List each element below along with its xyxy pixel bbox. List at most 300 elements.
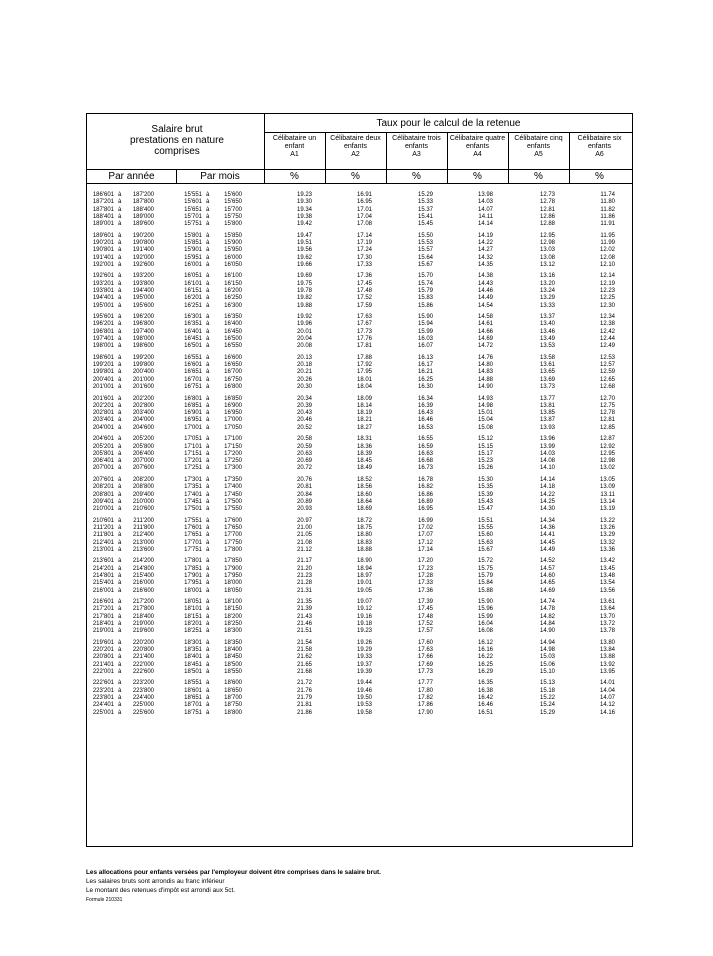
rate-a5: 13.08 bbox=[539, 254, 555, 261]
monthly-from: 15'701 bbox=[184, 213, 202, 220]
monthly-to: 18'800 bbox=[224, 709, 242, 716]
annual-to: 213'000 bbox=[132, 539, 154, 546]
rate-a5: 15.18 bbox=[539, 687, 555, 694]
separator: à bbox=[206, 647, 210, 653]
monthly-from: 15'651 bbox=[184, 206, 202, 213]
rate-a2: 17.73 bbox=[356, 328, 372, 335]
rate-a4: 15.51 bbox=[477, 517, 493, 524]
rate-a3: 16.63 bbox=[417, 450, 433, 457]
rate-a5: 12.81 bbox=[539, 206, 555, 213]
rate-a3: 15.45 bbox=[417, 221, 433, 228]
monthly-to: 16'100 bbox=[224, 273, 242, 280]
separator: à bbox=[118, 647, 122, 653]
separator: à bbox=[118, 410, 122, 417]
annual-to: 199'800 bbox=[132, 362, 154, 369]
separator: à bbox=[118, 232, 122, 239]
rate-a3: 15.33 bbox=[417, 199, 433, 206]
annual-from: 198'001 bbox=[92, 343, 114, 350]
separator: à bbox=[206, 302, 210, 309]
column-header-a1 bbox=[264, 135, 325, 159]
rate-a2: 18.69 bbox=[356, 506, 372, 513]
annual-to: 216'600 bbox=[132, 587, 154, 594]
rate-a6: 14.07 bbox=[599, 695, 615, 701]
annual-from: 192'001 bbox=[92, 261, 114, 268]
rate-a5: 15.24 bbox=[539, 702, 555, 709]
rate-a4: 14.07 bbox=[477, 206, 493, 213]
rate-a1: 20.58 bbox=[296, 436, 312, 443]
rate-a4: 14.61 bbox=[477, 321, 493, 328]
rate-a2: 18.64 bbox=[356, 498, 372, 505]
separator: à bbox=[118, 498, 122, 505]
rate-a4: 14.93 bbox=[477, 395, 493, 402]
separator: à bbox=[206, 506, 210, 513]
annual-to: 203'400 bbox=[132, 410, 154, 417]
rate-a5: 13.53 bbox=[539, 343, 555, 350]
annual-from: 206'401 bbox=[92, 458, 114, 465]
rate-a2: 19.58 bbox=[356, 709, 372, 716]
rate-a6: 13.05 bbox=[599, 476, 615, 483]
rate-a3: 15.57 bbox=[417, 247, 433, 254]
rate-a1: 19.38 bbox=[296, 213, 312, 220]
rate-a6: 12.78 bbox=[599, 410, 615, 417]
rate-a3: 17.60 bbox=[417, 639, 433, 646]
separator: à bbox=[206, 213, 210, 220]
rate-a3: 17.20 bbox=[417, 558, 433, 565]
rate-a4: 15.01 bbox=[477, 410, 493, 417]
separator: à bbox=[206, 261, 210, 268]
annual-to: 211'200 bbox=[133, 517, 154, 524]
monthly-to: 18'300 bbox=[224, 628, 242, 635]
rate-a3: 16.82 bbox=[417, 484, 433, 491]
annual-to: 217'200 bbox=[132, 599, 154, 605]
annual-from: 224'401 bbox=[92, 702, 114, 709]
monthly-to: 15'600 bbox=[224, 192, 242, 198]
monthly-to: 18'600 bbox=[224, 680, 242, 687]
annual-to: 207'600 bbox=[132, 465, 154, 472]
rate-a6: 13.64 bbox=[599, 606, 615, 613]
annual-from: 191'401 bbox=[92, 254, 114, 261]
rate-a5: 13.73 bbox=[539, 384, 555, 390]
monthly-from: 18'401 bbox=[184, 654, 202, 661]
monthly-to: 16'500 bbox=[224, 336, 242, 342]
rate-a1: 21.35 bbox=[296, 599, 312, 605]
separator: à bbox=[206, 539, 210, 546]
rate-a5: 13.29 bbox=[539, 295, 555, 302]
rate-a2: 18.36 bbox=[356, 443, 372, 450]
rate-a2: 18.90 bbox=[356, 558, 372, 565]
annual-to: 210'000 bbox=[132, 498, 154, 505]
separator: à bbox=[118, 369, 122, 376]
rate-a6: 13.09 bbox=[599, 484, 615, 491]
rate-a6: 12.02 bbox=[599, 247, 615, 254]
separator: à bbox=[118, 546, 122, 553]
annual-to: 215'400 bbox=[132, 572, 154, 579]
rate-a1: 20.30 bbox=[296, 384, 312, 390]
rate-a3: 16.07 bbox=[417, 343, 433, 350]
monthly-to: 18'250 bbox=[224, 620, 242, 627]
monthly-to: 17'750 bbox=[224, 539, 242, 546]
separator: à bbox=[206, 599, 210, 605]
rate-a6: 12.57 bbox=[599, 362, 615, 369]
monthly-to: 17'350 bbox=[224, 476, 242, 483]
rate-a3: 15.50 bbox=[417, 232, 433, 239]
separator: à bbox=[118, 613, 122, 620]
rate-a1: 20.13 bbox=[296, 354, 312, 361]
rate-a5: 14.18 bbox=[539, 484, 555, 491]
rate-a2: 17.76 bbox=[356, 336, 372, 342]
separator: à bbox=[118, 206, 122, 213]
separator: à bbox=[206, 465, 210, 472]
annual-from: 194'401 bbox=[92, 295, 114, 302]
rate-a4: 16.08 bbox=[477, 628, 493, 635]
annual-to: 217'800 bbox=[132, 606, 154, 613]
rate-a2: 19.05 bbox=[356, 587, 372, 594]
rate-a2: 17.24 bbox=[356, 247, 372, 254]
rate-a5: 12.86 bbox=[539, 213, 555, 220]
annual-from: 205'801 bbox=[92, 450, 114, 457]
annual-to: 220'200 bbox=[132, 639, 154, 646]
monthly-from: 16'951 bbox=[184, 417, 202, 424]
separator: à bbox=[206, 498, 210, 505]
separator: à bbox=[118, 702, 122, 709]
separator: à bbox=[118, 192, 122, 198]
column-label: Célibataire trois enfants bbox=[392, 135, 441, 150]
rate-a2: 18.04 bbox=[356, 384, 372, 390]
rate-a1: 20.69 bbox=[296, 458, 312, 465]
annual-from: 214'201 bbox=[92, 565, 114, 572]
annual-to: 194'400 bbox=[132, 288, 154, 294]
monthly-from: 16'851 bbox=[184, 402, 202, 409]
par-mois-label: Par mois bbox=[200, 171, 240, 182]
monthly-to: 17'200 bbox=[224, 450, 242, 457]
rate-a5: 13.58 bbox=[539, 354, 555, 361]
rate-a2: 17.52 bbox=[356, 295, 372, 302]
monthly-from: 18'651 bbox=[184, 695, 202, 701]
separator: à bbox=[206, 295, 210, 302]
rate-a3: 16.86 bbox=[417, 491, 433, 498]
rate-a4: 15.55 bbox=[477, 524, 493, 531]
monthly-from: 15'801 bbox=[184, 232, 202, 239]
separator: à bbox=[206, 668, 210, 675]
rate-a2: 19.01 bbox=[356, 580, 372, 587]
separator: à bbox=[206, 199, 210, 206]
rate-a5: 13.37 bbox=[539, 314, 555, 321]
annual-to: 225'000 bbox=[132, 702, 154, 709]
rate-a5: 13.24 bbox=[539, 288, 555, 294]
annual-to: 189'600 bbox=[132, 221, 154, 228]
annual-to: 221'400 bbox=[132, 654, 154, 661]
separator: à bbox=[206, 417, 210, 424]
rate-a6: 12.34 bbox=[599, 314, 615, 321]
rate-a2: 19.16 bbox=[356, 613, 372, 620]
rate-a5: 13.20 bbox=[539, 280, 555, 287]
column-label: Célibataire cinq enfants bbox=[514, 135, 563, 150]
rate-a2: 17.36 bbox=[356, 273, 372, 280]
annual-to: 216'000 bbox=[132, 580, 154, 587]
annual-to: 199'200 bbox=[132, 354, 154, 361]
rate-a1: 19.69 bbox=[296, 273, 312, 280]
rate-a6: 12.08 bbox=[599, 254, 615, 261]
rate-a1: 21.43 bbox=[296, 613, 312, 620]
separator: à bbox=[118, 273, 122, 280]
annual-to: 200'400 bbox=[132, 369, 154, 376]
separator: à bbox=[118, 221, 122, 228]
rate-a2: 16.91 bbox=[356, 192, 372, 198]
rate-a3: 16.99 bbox=[417, 517, 433, 524]
monthly-to: 16'850 bbox=[224, 395, 242, 402]
annual-to: 196'800 bbox=[132, 321, 154, 328]
rate-a6: 13.19 bbox=[599, 506, 615, 513]
annual-from: 188'401 bbox=[92, 213, 114, 220]
separator: à bbox=[118, 343, 122, 350]
monthly-from: 18'601 bbox=[184, 687, 202, 694]
monthly-to: 17'300 bbox=[224, 465, 242, 472]
separator: à bbox=[118, 661, 122, 668]
separator: à bbox=[206, 546, 210, 553]
annual-to: 205'200 bbox=[132, 436, 154, 443]
rate-a4: 15.60 bbox=[477, 532, 493, 539]
rate-a2: 17.14 bbox=[356, 232, 372, 239]
monthly-from: 16'201 bbox=[184, 295, 202, 302]
rate-a6: 12.75 bbox=[599, 402, 615, 409]
rate-a1: 21.17 bbox=[296, 558, 312, 565]
rate-a2: 18.21 bbox=[356, 417, 372, 424]
rate-a1: 19.42 bbox=[296, 221, 312, 228]
rate-a4: 15.96 bbox=[477, 606, 493, 613]
rate-a1: 20.34 bbox=[296, 395, 312, 402]
separator: à bbox=[118, 539, 122, 546]
rate-a6: 12.98 bbox=[599, 458, 615, 465]
rate-a3: 17.02 bbox=[417, 524, 433, 531]
separator: à bbox=[118, 532, 122, 539]
monthly-from: 18'351 bbox=[184, 647, 202, 653]
pct-label: % bbox=[412, 171, 421, 182]
rate-a2: 18.01 bbox=[356, 376, 372, 383]
rate-a4: 14.46 bbox=[477, 288, 493, 294]
rate-a3: 16.17 bbox=[417, 362, 433, 369]
separator: à bbox=[118, 328, 122, 335]
rate-a6: 13.95 bbox=[599, 668, 615, 675]
rate-a4: 15.79 bbox=[477, 572, 493, 579]
column-code: A1 bbox=[290, 151, 299, 158]
separator: à bbox=[206, 436, 210, 443]
monthly-from: 16'351 bbox=[184, 321, 202, 328]
rate-a2: 19.39 bbox=[356, 668, 372, 675]
separator: à bbox=[118, 506, 122, 513]
separator: à bbox=[118, 580, 122, 587]
annual-from: 189'601 bbox=[92, 232, 114, 239]
rate-a5: 14.90 bbox=[539, 628, 555, 635]
rate-a2: 19.07 bbox=[356, 599, 372, 605]
annual-from: 209'401 bbox=[92, 498, 114, 505]
separator: à bbox=[206, 247, 210, 254]
rate-a5: 12.98 bbox=[539, 240, 555, 246]
rate-a2: 17.59 bbox=[356, 302, 372, 309]
annual-from: 221'401 bbox=[92, 661, 114, 668]
rate-a1: 20.08 bbox=[296, 343, 312, 350]
annual-from: 196'201 bbox=[92, 321, 114, 328]
rate-a6: 12.65 bbox=[599, 376, 615, 383]
footer-note-allocations: Les allocations pour enfants versées par l'employeur doivent être comprises dans le salaire brut. bbox=[86, 869, 381, 876]
rate-a6: 14.16 bbox=[599, 709, 615, 716]
monthly-from: 16'651 bbox=[184, 369, 202, 376]
separator: à bbox=[118, 395, 122, 402]
separator: à bbox=[206, 661, 210, 668]
rate-a1: 19.78 bbox=[296, 288, 312, 294]
monthly-from: 16'801 bbox=[184, 395, 202, 402]
separator: à bbox=[206, 424, 210, 431]
rate-a1: 19.92 bbox=[296, 314, 312, 321]
monthly-from: 17'101 bbox=[184, 443, 202, 450]
separator: à bbox=[206, 639, 210, 646]
separator: à bbox=[206, 410, 210, 417]
separator: à bbox=[206, 580, 210, 587]
rate-a2: 18.94 bbox=[356, 565, 372, 572]
annual-to: 211'800 bbox=[133, 524, 154, 531]
monthly-to: 17'150 bbox=[224, 443, 242, 450]
rate-a5: 13.61 bbox=[539, 362, 555, 369]
monthly-to: 16'650 bbox=[224, 362, 242, 369]
rate-a4: 15.84 bbox=[477, 580, 493, 587]
rate-a3: 16.68 bbox=[417, 458, 433, 465]
separator: à bbox=[206, 314, 210, 321]
rate-a4: 14.27 bbox=[477, 247, 493, 254]
annual-from: 223'801 bbox=[92, 695, 114, 701]
separator: à bbox=[206, 232, 210, 239]
monthly-from: 17'901 bbox=[184, 572, 202, 579]
monthly-to: 18'000 bbox=[224, 580, 242, 587]
rate-a4: 15.72 bbox=[477, 558, 493, 565]
rate-a2: 17.63 bbox=[356, 314, 372, 321]
pct-label: % bbox=[290, 171, 299, 182]
rate-a1: 21.23 bbox=[296, 572, 312, 579]
rate-a1: 21.76 bbox=[296, 687, 312, 694]
rate-a3: 16.55 bbox=[417, 436, 433, 443]
rate-a3: 17.28 bbox=[417, 572, 433, 579]
rate-a1: 21.20 bbox=[296, 565, 312, 572]
separator: à bbox=[206, 654, 210, 661]
rate-a4: 16.25 bbox=[477, 661, 493, 668]
monthly-to: 16'450 bbox=[224, 328, 242, 335]
annual-from: 212'401 bbox=[92, 539, 114, 546]
monthly-from: 15'751 bbox=[184, 221, 202, 228]
rate-a6: 11.74 bbox=[600, 192, 615, 198]
rate-a4: 16.04 bbox=[477, 620, 493, 627]
annual-from: 225'001 bbox=[92, 709, 114, 716]
annual-to: 198'600 bbox=[132, 343, 154, 350]
annual-from: 222'001 bbox=[92, 668, 114, 675]
rate-a6: 12.25 bbox=[599, 295, 615, 302]
monthly-from: 17'051 bbox=[184, 436, 202, 443]
annual-to: 206'400 bbox=[132, 450, 154, 457]
separator: à bbox=[118, 295, 122, 302]
separator: à bbox=[118, 424, 122, 431]
rate-a1: 20.63 bbox=[296, 450, 312, 457]
rate-a3: 16.13 bbox=[417, 354, 433, 361]
annual-to: 225'600 bbox=[132, 709, 154, 716]
rate-a2: 18.45 bbox=[356, 458, 372, 465]
rate-a1: 20.89 bbox=[296, 498, 312, 505]
rate-a5: 12.95 bbox=[539, 232, 555, 239]
rate-a5: 14.74 bbox=[539, 599, 555, 605]
monthly-from: 17'601 bbox=[184, 524, 202, 531]
rate-a5: 13.65 bbox=[539, 369, 555, 376]
rate-a3: 15.29 bbox=[417, 192, 433, 198]
rate-a4: 15.30 bbox=[477, 476, 493, 483]
rate-a6: 13.84 bbox=[599, 647, 615, 653]
rate-a2: 18.39 bbox=[356, 450, 372, 457]
separator: à bbox=[118, 587, 122, 594]
rate-a1: 19.23 bbox=[296, 192, 312, 198]
annual-to: 191'400 bbox=[132, 247, 154, 254]
monthly-from: 16'301 bbox=[184, 314, 202, 321]
column-header-a5 bbox=[508, 135, 569, 159]
rate-a3: 16.73 bbox=[417, 465, 433, 472]
separator: à bbox=[118, 524, 122, 531]
annual-to: 220'800 bbox=[132, 647, 154, 653]
pct-label: % bbox=[473, 171, 482, 182]
monthly-from: 17'251 bbox=[184, 465, 202, 472]
rate-a1: 20.18 bbox=[296, 362, 312, 369]
separator: à bbox=[206, 254, 210, 261]
monthly-to: 18'650 bbox=[224, 687, 242, 694]
monthly-to: 16'050 bbox=[224, 261, 242, 268]
separator: à bbox=[118, 680, 122, 687]
pct-label: % bbox=[351, 171, 360, 182]
separator: à bbox=[206, 565, 210, 572]
rate-a6: 13.56 bbox=[599, 587, 615, 594]
rate-a2: 18.09 bbox=[356, 395, 372, 402]
rate-a6: 13.92 bbox=[599, 661, 615, 668]
rate-a6: 13.22 bbox=[599, 517, 615, 524]
separator: à bbox=[206, 476, 210, 483]
rate-a4: 16.51 bbox=[477, 709, 493, 716]
header-divider-taux bbox=[264, 132, 633, 133]
rate-a2: 17.45 bbox=[356, 280, 372, 287]
annual-to: 223'200 bbox=[132, 680, 154, 687]
rate-a5: 14.36 bbox=[539, 524, 555, 531]
monthly-to: 17'050 bbox=[224, 424, 242, 431]
monthly-to: 18'200 bbox=[224, 613, 242, 620]
rate-a5: 12.78 bbox=[539, 199, 555, 206]
rate-a1: 20.93 bbox=[296, 506, 312, 513]
separator: à bbox=[118, 476, 122, 483]
rate-a6: 13.11 bbox=[600, 491, 615, 498]
monthly-to: 17'600 bbox=[224, 517, 242, 524]
monthly-from: 18'301 bbox=[184, 639, 202, 646]
rate-a1: 21.86 bbox=[296, 709, 312, 716]
separator: à bbox=[206, 572, 210, 579]
rate-a1: 21.31 bbox=[296, 587, 312, 594]
separator: à bbox=[206, 369, 210, 376]
rate-a6: 12.85 bbox=[599, 424, 615, 431]
rate-a6: 13.36 bbox=[599, 546, 615, 553]
monthly-to: 15'750 bbox=[224, 213, 242, 220]
rate-a4: 14.32 bbox=[477, 254, 493, 261]
rate-a4: 15.43 bbox=[477, 498, 493, 505]
rate-a2: 16.95 bbox=[356, 199, 372, 206]
rate-a2: 18.75 bbox=[356, 524, 372, 531]
monthly-from: 17'151 bbox=[184, 450, 202, 457]
monthly-to: 15'650 bbox=[224, 199, 242, 206]
rate-a6: 11.82 bbox=[600, 206, 615, 213]
rate-a3: 16.53 bbox=[417, 424, 433, 431]
rate-a5: 14.94 bbox=[539, 639, 555, 646]
monthly-from: 18'551 bbox=[184, 680, 202, 687]
monthly-from: 17'651 bbox=[184, 532, 202, 539]
rate-a5: 12.88 bbox=[539, 221, 555, 228]
monthly-from: 18'501 bbox=[184, 668, 202, 675]
